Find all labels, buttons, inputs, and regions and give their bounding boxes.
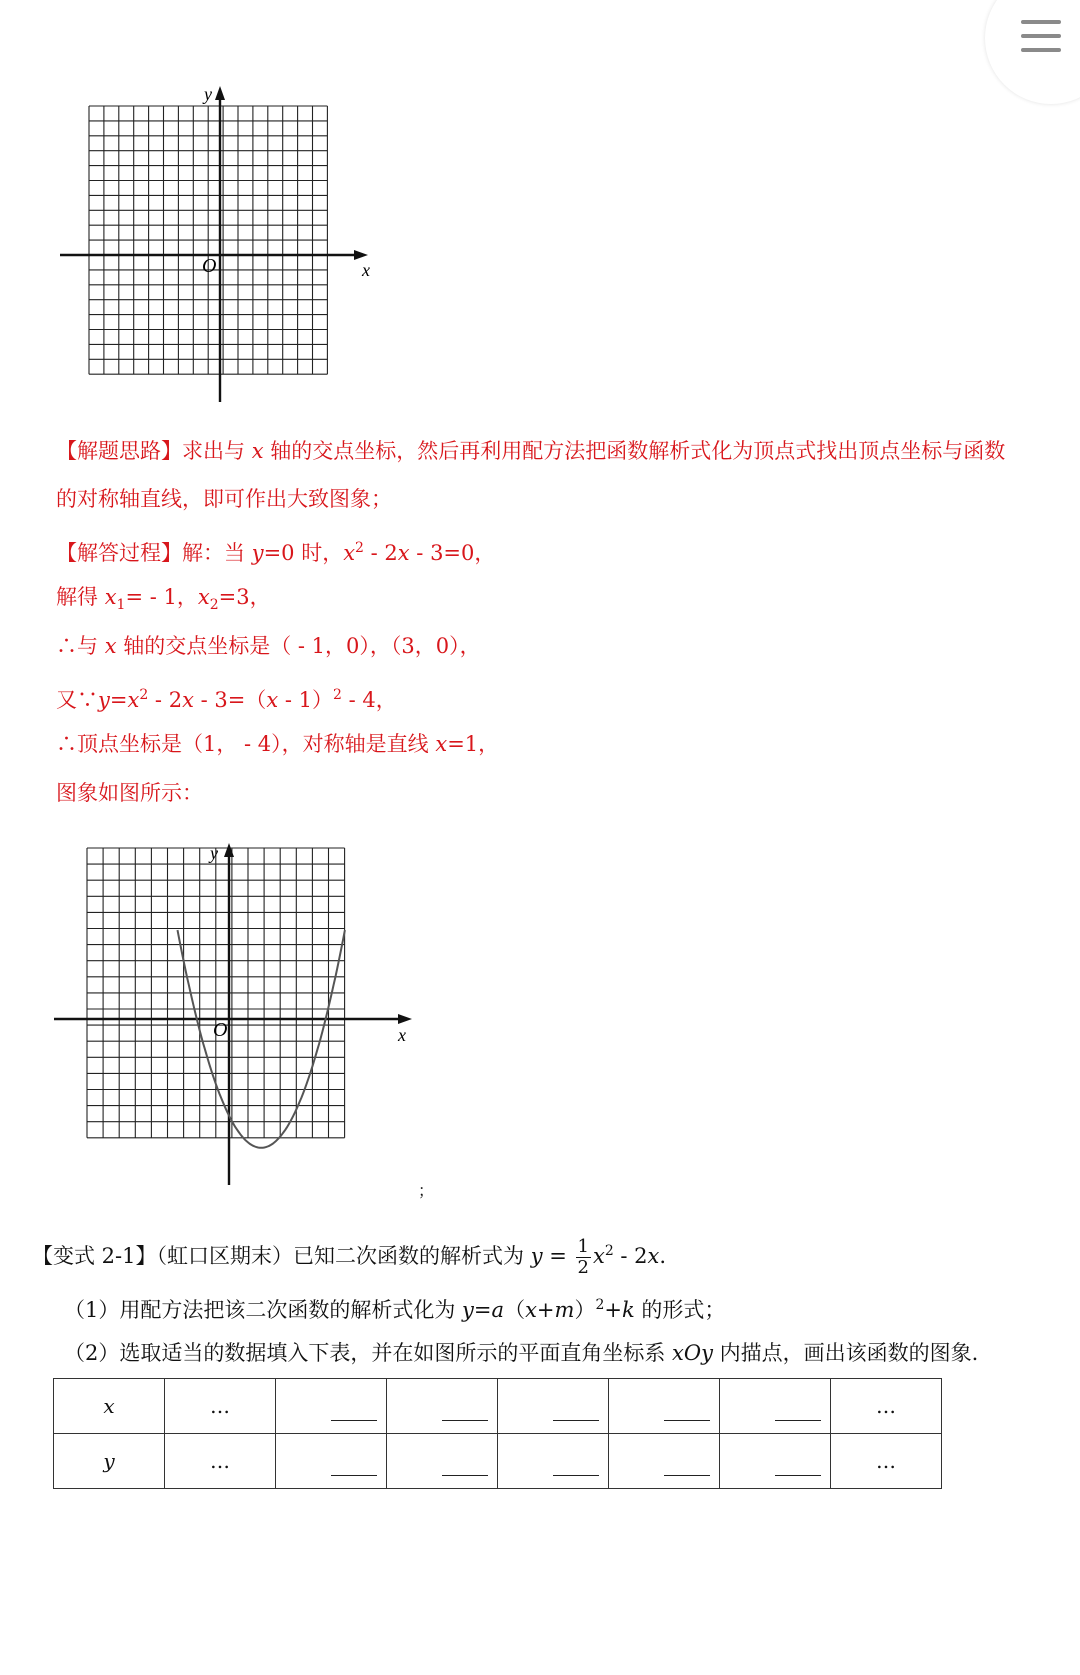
table-row-x bbox=[54, 1379, 942, 1434]
blank-cell[interactable] bbox=[276, 1434, 387, 1489]
ellipsis-cell: … bbox=[831, 1434, 942, 1489]
solution-vertex-form-line: 又$\because y=x^2 - 2x - 3=(x - 1)^2 - 4$， bbox=[56, 687, 397, 712]
ellipsis-cell: … bbox=[831, 1379, 942, 1434]
origin-label: O bbox=[213, 1019, 228, 1041]
solution-idea-line-2: 的对称轴直线，即可作出大致图象； bbox=[56, 487, 392, 511]
ellipsis-cell: … bbox=[165, 1379, 276, 1434]
solution-vertex-line: ∴顶点坐标是（1， - 4），对称轴是直线 x=1， bbox=[56, 732, 500, 756]
blank-cell[interactable] bbox=[609, 1379, 720, 1434]
y-axis-label: y bbox=[210, 843, 218, 863]
x-axis-arrow bbox=[354, 250, 368, 260]
question-part-1: （1）用配方法把该二次函数的解析式化为 $y=a(x+m)^2+k$ 的形式； bbox=[64, 1297, 726, 1322]
y-axis-arrow bbox=[224, 843, 234, 857]
parabola-graph bbox=[52, 835, 422, 1185]
empty-coordinate-grid bbox=[56, 80, 386, 410]
blank-cell[interactable] bbox=[498, 1434, 609, 1489]
origin-label: O bbox=[202, 255, 217, 277]
blank-cell[interactable] bbox=[720, 1434, 831, 1489]
solution-process-line: 【解答过程】解：当 y=0 时，$x^2 - 2x - 3=0$， bbox=[56, 540, 496, 565]
parabola-curve bbox=[178, 930, 345, 1148]
y-axis-arrow bbox=[215, 86, 225, 100]
semicolon: ； bbox=[418, 1181, 435, 1200]
solution-idea-line-1: 【解题思路】求出与 x 轴的交点坐标，然后再利用配方法把函数解析式化为顶点式找出顶点坐标与函数 bbox=[56, 439, 1006, 463]
ellipsis-cell: … bbox=[165, 1434, 276, 1489]
blank-cell[interactable] bbox=[720, 1379, 831, 1434]
blank-cell[interactable] bbox=[387, 1379, 498, 1434]
x-axis-label: x bbox=[362, 260, 370, 280]
row-label-x: x bbox=[54, 1379, 165, 1434]
blank-cell[interactable] bbox=[276, 1379, 387, 1434]
blank-cell[interactable] bbox=[498, 1379, 609, 1434]
y-axis-label: y bbox=[204, 84, 212, 104]
question-part-2: （2）选取适当的数据填入下表，并在如图所示的平面直角坐标系 xOy 内描点，画出该函数的图象. bbox=[64, 1341, 979, 1365]
x-axis-label: x bbox=[398, 1025, 406, 1045]
table-row-y bbox=[54, 1434, 942, 1489]
question-title: 【变式 2-1】（虹口区期末）已知二次函数的解析式为 y = $\frac{1}{2}$ $x^2 - 2x$. bbox=[32, 1236, 667, 1278]
solution-roots-line: 解得 $x_1= - 1$，$x_2=3$， bbox=[56, 585, 271, 614]
menu-button[interactable] bbox=[985, 0, 1080, 104]
hamburger-menu-icon bbox=[1021, 20, 1061, 62]
row-label-y: y bbox=[54, 1434, 165, 1489]
solution-graph-caption: 图象如图所示： bbox=[56, 781, 203, 805]
solution-intercepts-line: ∴与 x 轴的交点坐标是（ - 1，0），（3，0）， bbox=[56, 634, 481, 658]
values-table bbox=[53, 1378, 942, 1489]
x-axis-arrow bbox=[398, 1014, 412, 1024]
blank-cell[interactable] bbox=[609, 1434, 720, 1489]
fraction-one-half: $\frac{1}{2}$ bbox=[577, 1236, 589, 1278]
blank-cell[interactable] bbox=[387, 1434, 498, 1489]
